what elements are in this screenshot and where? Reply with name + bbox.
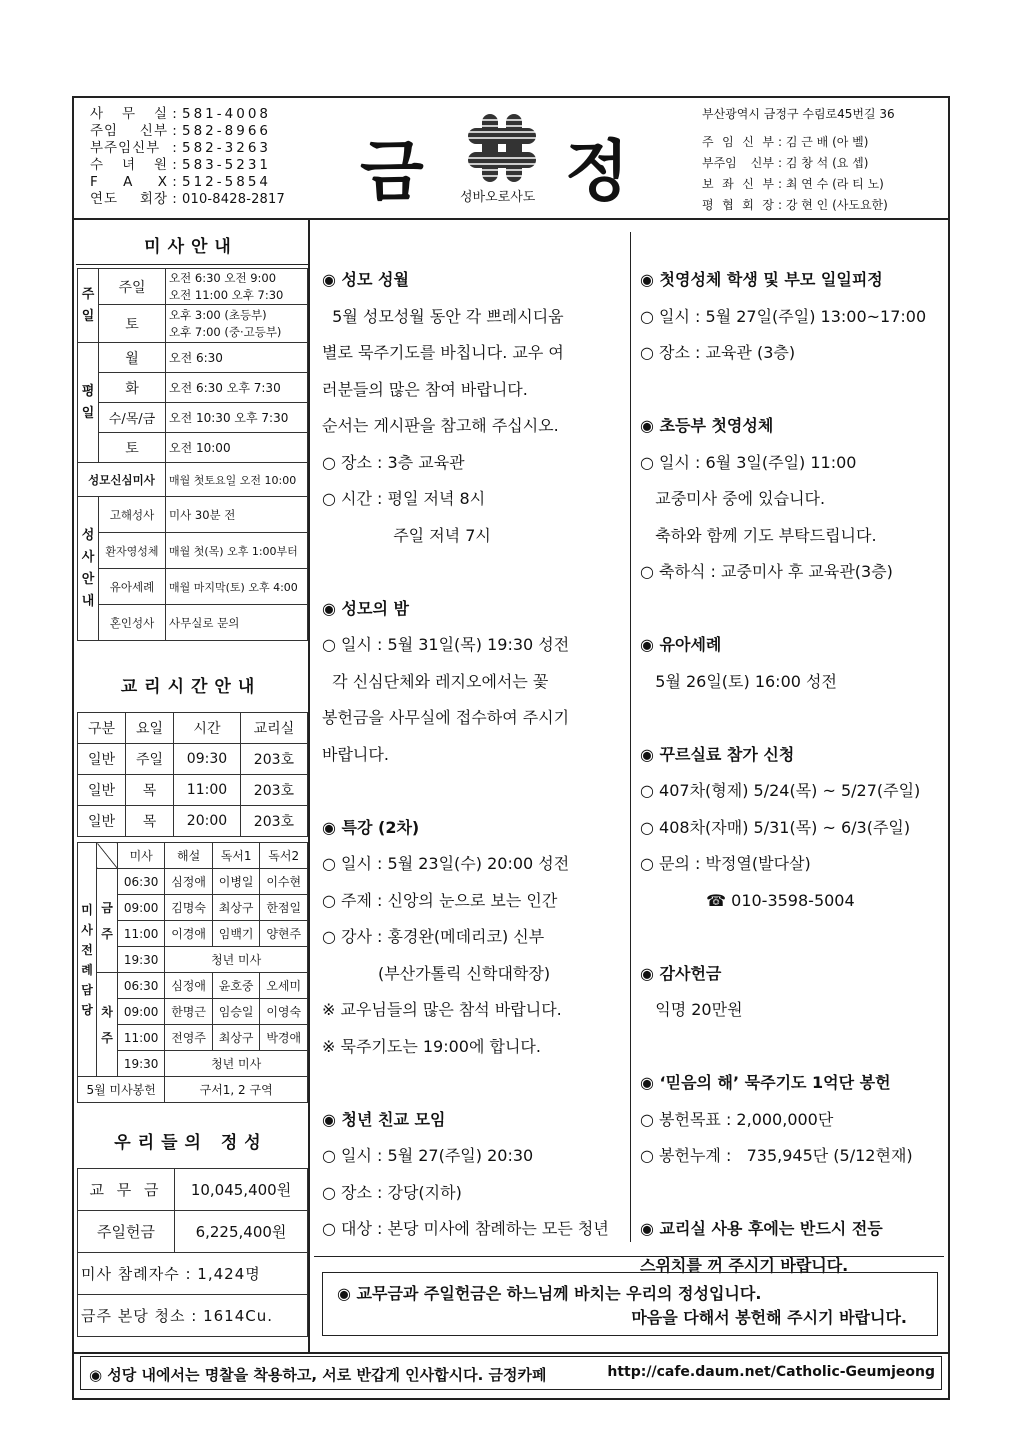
contact-label: 부주임신부 (90, 140, 161, 156)
this-week-label: 금 주 (97, 869, 118, 973)
duty-label: 미 사 전 례 담 당 (78, 843, 97, 1077)
notice-heading: ◉ 초등부 첫영성체 (640, 416, 774, 435)
notice-line: ○ 일시 : 5월 23일(수) 20:00 성전 (322, 854, 570, 873)
notice-line (322, 773, 622, 810)
contact-sep: : (172, 123, 178, 139)
contact-row (90, 123, 320, 140)
notice-line (640, 919, 940, 956)
notice-heading: ◉ ‘믿음의 해’ 묵주기도 1억단 봉헌 (640, 1073, 891, 1092)
catechism-header: 구분 (78, 713, 126, 744)
notice-line: ○ 문의 : 박정열(발다살) (640, 854, 811, 873)
priest-label: 부주임 신부 (702, 156, 774, 170)
notice-line: 축하와 함께 기도 부탁드립니다. (640, 525, 877, 545)
contact-value: 581-4008 (182, 106, 271, 122)
sacrament-name: 혼인성사 (99, 605, 166, 641)
mass-day: 수/목/금 (99, 403, 166, 433)
notice-line: (부산가톨릭 신학대학장) (322, 963, 551, 983)
duty-header: 독서2 (260, 843, 308, 869)
sacrament-value: 매월 첫(목) 오후 1:00부터 (166, 533, 308, 569)
sacrament-name: 환자영성체 (99, 533, 166, 569)
notice-line: ○ 주제 : 신앙의 눈으로 보는 인간 (322, 890, 558, 910)
priest-row (702, 174, 888, 195)
duty-cell: 박경애 (260, 1025, 308, 1051)
notice-heading: ◉ 성모의 밤 (322, 598, 409, 618)
contact-value: 583-5231 (182, 157, 271, 173)
duty-cell: 김명숙 (165, 895, 213, 921)
notice-line: 익명 20만원 (640, 1000, 743, 1019)
catechism-cell: 일반 (78, 806, 126, 837)
duty-cell: 09:00 (118, 999, 165, 1025)
footer-text: ◉ 성당 내에서는 명찰을 착용하고, 서로 반갑게 인사합시다. 금정카페 (89, 1366, 547, 1384)
attendance: 미사 참례자수 : 1,424명 (78, 1253, 308, 1295)
offering-notice-box (322, 1272, 938, 1336)
notice-line: 주일 저녁 7시 (322, 525, 491, 545)
duty-cell: 청년 미사 (165, 947, 308, 973)
notice-line: ○ 시간 : 평일 저녁 8시 (322, 489, 486, 508)
notice-line: 5월 성모성월 동안 각 쁘레시디움 (322, 306, 564, 326)
duty-cell: 최상구 (212, 895, 260, 921)
notice-line: ○ 장소 : 강당(지하) (322, 1182, 462, 1202)
offering-label: 교 무 금 (78, 1169, 175, 1211)
priest-list (702, 132, 888, 216)
mass-day: 토 (99, 433, 166, 463)
priest-value: : 김 창 석 (요 셉) (778, 156, 869, 170)
mass-times: 오후 3:00 (초등부) 오후 7:00 (중·고등부) (166, 305, 308, 343)
duty-cell: 06:30 (118, 869, 165, 895)
notice-line: 교중미사 중에 있습니다. (640, 489, 826, 508)
notice-line: 각 신심단체와 레지오에서는 꽃 (322, 671, 549, 691)
catechism-header: 시간 (174, 713, 241, 744)
duty-cell: 19:30 (118, 947, 165, 973)
notice-line: ※ 묵주기도는 19:00에 합니다. (322, 1036, 541, 1056)
priest-value: : 강 현 인 (사도요한) (778, 198, 888, 212)
notice-line: ○ 일시 : 5월 27(주일) 20:30 (322, 1146, 534, 1165)
notice-heading: ◉ 교리실 사용 후에는 반드시 전등 (640, 1219, 883, 1238)
title-right: 정 (565, 133, 629, 210)
notice-line: 러분들의 많은 참여 바랍니다. (322, 379, 528, 399)
duty-cell: 이경애 (165, 921, 213, 947)
sacrament-label: 성 사 안 내 (78, 497, 99, 641)
notice-heading: ◉ 특강 (2차) (322, 817, 420, 837)
notice-heading: ◉ 성모 성월 (322, 270, 409, 289)
mass-day: 토 (99, 305, 166, 343)
notice-line (640, 1175, 940, 1212)
notice-line: 바랍니다. (322, 744, 389, 764)
duty-cell: 11:00 (118, 921, 165, 947)
priest-label: 평 협 회 장 (702, 198, 774, 212)
priest-row (702, 132, 888, 153)
mass-table (77, 268, 308, 641)
priest-row (702, 195, 888, 216)
catechism-cell: 목 (126, 806, 174, 837)
duty-cell: 임백기 (212, 921, 260, 947)
offerings-title: 우리들의 정성 (114, 1133, 268, 1153)
priest-row (702, 153, 888, 174)
cleaning: 금주 본당 청소 : 1614Cu. (78, 1295, 308, 1337)
priest-value: : 김 근 배 (아 벨) (778, 135, 869, 149)
notice-line: ○ 봉헌목표 : 2,000,000단 (640, 1109, 834, 1129)
catechism-header: 교리실 (240, 713, 307, 744)
notice-line: 5월 26일(토) 16:00 성전 (640, 671, 837, 691)
heart-mass-value: 매월 첫토요일 오전 10:00 (166, 463, 308, 497)
notice-line (322, 1065, 622, 1102)
notice-line: ○ 일시 : 5월 27일(주일) 13:00~17:00 (640, 306, 927, 326)
offering-value: 10,045,400원 (175, 1169, 308, 1211)
catechism-cell: 09:30 (174, 744, 241, 775)
mass-title: 미사안내 (144, 237, 238, 257)
notice-heading: ◉ 감사헌금 (640, 963, 722, 983)
notice-line (640, 700, 940, 737)
monthly-offering-value: 구서1, 2 구역 (165, 1077, 308, 1103)
duty-header: 미사 (118, 843, 165, 869)
sacrament-value: 매월 마지막(토) 오후 4:00 (166, 569, 308, 605)
catechism-cell: 203호 (240, 744, 307, 775)
contact-sep: : (172, 157, 178, 173)
title-left: 금 (360, 133, 424, 210)
sacrament-value: 사무실로 문의 (166, 605, 308, 641)
catechism-cell: 20:00 (174, 806, 241, 837)
duty-cell: 전영주 (165, 1025, 213, 1051)
priest-label: 주 임 신 부 (702, 135, 774, 149)
duty-cell: 임승일 (212, 999, 260, 1025)
contact-value: 582-3263 (182, 140, 271, 156)
sunday-label: 주 일 (78, 269, 99, 343)
notice-line (640, 1029, 940, 1066)
contact-label: 주임 신부 (90, 123, 168, 139)
catechism-cell: 11:00 (174, 775, 241, 806)
heart-mass-label: 성모신심미사 (78, 463, 166, 497)
notice-line: ○ 봉헌누계 : 735,945단 (5/12현재) (640, 1146, 913, 1165)
notice-line: ○ 축하식 : 교중미사 후 교육관(3층) (640, 562, 893, 581)
contact-value: 582-8966 (182, 123, 271, 139)
contact-row (90, 174, 320, 191)
mass-title-rule (76, 264, 308, 265)
contact-row (90, 191, 320, 208)
duty-cell: 심정애 (165, 869, 213, 895)
notice-line-1: ◉ 교무금과 주일헌금은 하느님께 바치는 우리의 정성입니다. (337, 1284, 762, 1303)
notice-line: ○ 407차(형제) 5/24(목) ~ 5/27(주일) (640, 781, 921, 800)
mass-times: 오전 10:30 오후 7:30 (166, 403, 308, 433)
duty-cell: 이수현 (260, 869, 308, 895)
duty-cell: 11:00 (118, 1025, 165, 1051)
next-week-label: 차 주 (97, 973, 118, 1077)
cafe-link[interactable]: http://cafe.daum.net/Catholic-Geumjeong (607, 1364, 935, 1380)
notice-line: ○ 일시 : 5월 31일(목) 19:30 성전 (322, 635, 570, 654)
contact-value: 010-8428-2817 (182, 192, 285, 207)
catechism-cell: 목 (126, 775, 174, 806)
notice-line: ※ 교우님들의 많은 참석 바랍니다. (322, 1000, 562, 1019)
notice-line (640, 372, 940, 409)
sacrament-name: 유아세례 (99, 569, 166, 605)
contact-row (90, 157, 320, 174)
center-column-divider (630, 232, 631, 1242)
contact-label: 수 녀 원 (90, 157, 168, 173)
contact-row (90, 140, 320, 157)
duty-cell: 윤호중 (212, 973, 260, 999)
duty-table (77, 842, 308, 1103)
notice-line: 순서는 게시판을 참고해 주십시오. (322, 416, 559, 435)
weekday-label: 평 일 (78, 343, 99, 463)
header-divider (72, 218, 950, 220)
mass-times: 오전 6:30 오전 9:00 오전 11:00 오후 7:30 (166, 269, 308, 305)
contact-label: F A X (90, 174, 168, 190)
catechism-table (77, 712, 308, 837)
notice-line: ☎ 010-3598-5004 (640, 890, 855, 910)
notice-line: 봉헌금을 사무실에 접수하여 주시기 (322, 708, 570, 727)
catechism-cell: 일반 (78, 775, 126, 806)
notice-heading: ◉ 청년 친교 모임 (322, 1109, 446, 1129)
duty-corner (97, 843, 118, 869)
catechism-title: 교리시간안내 (120, 677, 262, 697)
mass-times: 오전 6:30 (166, 343, 308, 373)
left-column-divider (308, 218, 310, 1352)
duty-cell: 09:00 (118, 895, 165, 921)
mass-day: 화 (99, 373, 166, 403)
duty-cell: 이영숙 (260, 999, 308, 1025)
contact-row (90, 106, 320, 123)
notice-line: ○ 일시 : 6월 3일(주일) 11:00 (640, 452, 857, 472)
mass-times: 오전 10:00 (166, 433, 308, 463)
duty-cell: 청년 미사 (165, 1051, 308, 1077)
notice-line: ○ 강사 : 홍경완(메데리코) 신부 (322, 927, 545, 946)
contact-sep: : (172, 140, 178, 156)
catechism-cell: 203호 (240, 806, 307, 837)
mass-times: 오전 6:30 오후 7:30 (166, 373, 308, 403)
notice-heading: ◉ 첫영성체 학생 및 부모 일일피정 (640, 270, 883, 289)
duty-cell: 이병일 (212, 869, 260, 895)
subtitle: 성바오로사도 (460, 190, 536, 205)
duty-cell: 최상구 (212, 1025, 260, 1051)
mass-day: 주일 (99, 269, 166, 305)
duty-cell: 19:30 (118, 1051, 165, 1077)
contact-sep: : (172, 174, 178, 190)
duty-header: 독서1 (212, 843, 260, 869)
duty-header: 해설 (165, 843, 213, 869)
duty-cell: 심정애 (165, 973, 213, 999)
contact-label: 연도 회장 (90, 191, 168, 207)
contact-value: 512-5854 (182, 174, 271, 190)
notice-line: 별로 묵주기도를 바칩니다. 교우 여 (322, 343, 564, 362)
catechism-header: 요일 (126, 713, 174, 744)
address: 부산광역시 금정구 수림로45번길 36 (702, 107, 895, 121)
offerings-table (77, 1168, 308, 1337)
priest-label: 보 좌 신 부 (702, 177, 774, 191)
notice-line: ○ 장소 : 3층 교육관 (322, 452, 465, 472)
catechism-cell: 일반 (78, 744, 126, 775)
offering-value: 6,225,400원 (175, 1211, 308, 1253)
catechism-cell: 주일 (126, 744, 174, 775)
notice-heading: ◉ 꾸르실료 참가 신청 (640, 744, 795, 764)
notice-heading: ◉ 유아세례 (640, 635, 722, 654)
contact-sep: : (172, 106, 178, 122)
notice-heading: 스위치를 꺼 주시기 바랍니다. (640, 1255, 849, 1275)
duty-cell: 오세미 (260, 973, 308, 999)
duty-cell: 06:30 (118, 973, 165, 999)
notice-column-2 (640, 262, 940, 1284)
offering-label: 주일헌금 (78, 1211, 175, 1253)
contact-list (90, 106, 320, 208)
duty-cell: 양현주 (260, 921, 308, 947)
duty-cell: 한명근 (165, 999, 213, 1025)
notice-line: ○ 대상 : 본당 미사에 참례하는 모든 청년 (322, 1219, 609, 1238)
notice-column-1 (322, 262, 622, 1248)
notice-line (322, 554, 622, 591)
footer-divider (72, 1352, 950, 1354)
monthly-offering-label: 5월 미사봉헌 (78, 1077, 165, 1103)
logo-icon (462, 108, 542, 188)
footer-box (80, 1356, 942, 1390)
notice-line-2: 마음을 다해서 봉헌해 주시기 바랍니다. (631, 1308, 907, 1327)
priest-value: : 최 연 수 (라 티 노) (778, 177, 884, 191)
notice-line: ○ 장소 : 교육관 (3층) (640, 343, 796, 362)
catechism-cell: 203호 (240, 775, 307, 806)
notice-line: ○ 408차(자매) 5/31(목) ~ 6/3(주일) (640, 817, 911, 837)
sacrament-name: 고해성사 (99, 497, 166, 533)
mass-day: 월 (99, 343, 166, 373)
contact-sep: : (172, 191, 178, 207)
contact-label: 사 무 실 (90, 106, 168, 122)
notice-line (640, 591, 940, 628)
sacrament-value: 미사 30분 전 (166, 497, 308, 533)
duty-cell: 한점일 (260, 895, 308, 921)
